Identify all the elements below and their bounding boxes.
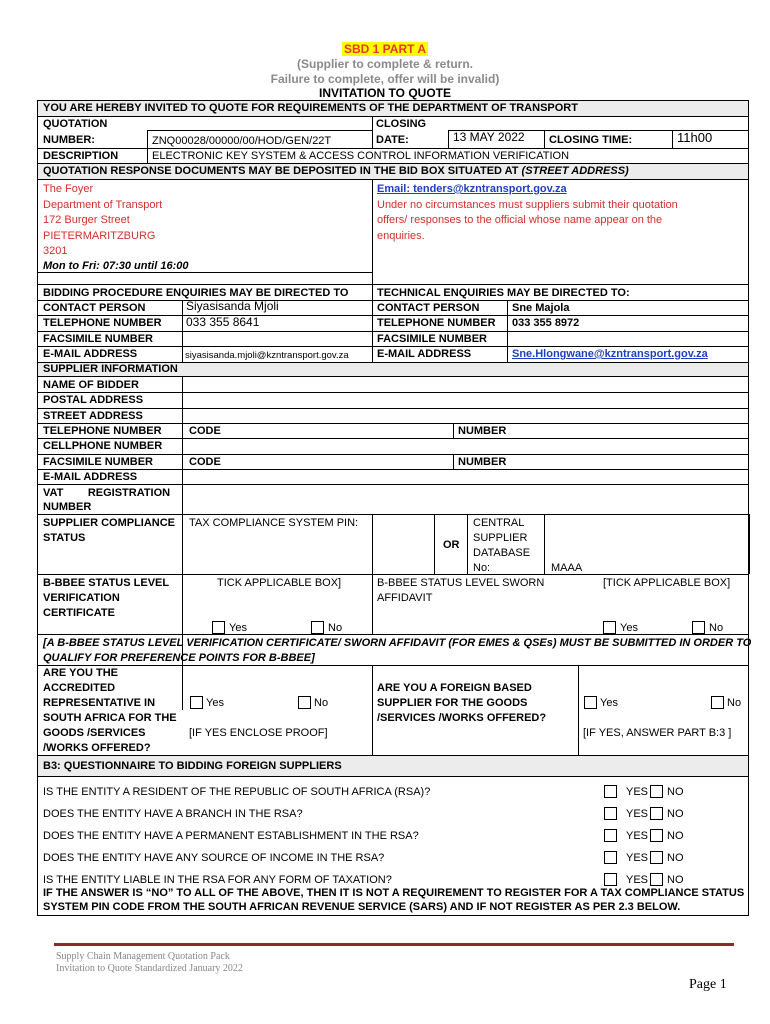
csd-line-1: CENTRAL: [473, 517, 525, 529]
bbbee-affidavit-no-label: No: [709, 622, 724, 634]
bbbee-cert-label-1: B-BBEE STATUS LEVEL: [43, 577, 170, 589]
bbbee-cert-yes-checkbox[interactable]: [212, 621, 225, 634]
supplier-banner-text: SUPPLIER INFORMATION: [43, 363, 178, 375]
quotation-number-label: NUMBER:: [43, 134, 95, 146]
description-value: ELECTRONIC KEY SYSTEM & ACCESS CONTROL INFORMATION VERIFICATION: [152, 150, 570, 162]
csd-line-2: SUPPLIER: [473, 532, 528, 544]
csd-line-4: No:: [473, 562, 491, 574]
foreign-answer-hint: [IF YES, ANSWER PART B:3 ]: [583, 727, 732, 739]
address-line-5: 3201: [43, 245, 68, 257]
header-line-2: Failure to complete, offer will be invalid): [270, 72, 500, 86]
tech-contact-label: CONTACT PERSON: [377, 302, 480, 314]
foreign-label-1: ARE YOU A FOREIGN BASED: [377, 682, 532, 694]
tech-fax-label: FACSIMILE NUMBER: [377, 333, 487, 345]
b3-question-2: DOES THE ENTITY HAVE A BRANCH IN THE RSA?: [43, 808, 303, 820]
bbbee-note-2: QUALIFY FOR PREFERENCE POINTS FOR B-BBEE]: [43, 652, 315, 664]
tel-number-label: NUMBER: [458, 425, 507, 437]
b3-q2-no-label: NO: [667, 808, 684, 820]
accredited-no-checkbox[interactable]: [298, 696, 311, 709]
accredited-label-3: REPRESENTATIVE IN: [43, 697, 156, 709]
b3-q1-yes-checkbox[interactable]: [604, 785, 617, 798]
tax-pin-label: TAX COMPLIANCE SYSTEM PIN:: [189, 517, 359, 529]
footer-line-1: Supply Chain Management Quotation Pack: [56, 951, 230, 962]
technical-enquiries-title: TECHNICAL ENQUIRIES MAY BE DIRECTED TO:: [377, 287, 630, 299]
tech-contact: Sne Majola: [512, 302, 570, 314]
footer-line-2: Invitation to Quote Standardized January 2022: [56, 963, 243, 974]
deposit-note-2: offers/ responses to the official whose name appear on the: [377, 214, 663, 226]
accredited-yes-label: Yes: [206, 697, 224, 709]
procedure-enquiries-title: BIDDING PROCEDURE ENQUIRIES MAY BE DIRECTED TO: [43, 287, 349, 299]
proc-contact: Siyasisanda Mjoli: [186, 299, 279, 313]
address-line-2: Department of Transport: [43, 199, 163, 211]
closing-time: 11h00: [677, 130, 713, 145]
tel-code-label: CODE: [189, 425, 221, 437]
b3-q4-no-checkbox[interactable]: [650, 851, 663, 864]
tick-box-hint-1: TICK APPLICABLE BOX]: [217, 577, 342, 589]
b3-q3-no-label: NO: [667, 830, 684, 842]
or-label: OR: [443, 539, 460, 551]
accredited-yes-checkbox[interactable]: [190, 696, 203, 709]
b3-q2-no-checkbox[interactable]: [650, 807, 663, 820]
b3-q3-yes-checkbox[interactable]: [604, 829, 617, 842]
b3-question-1: IS THE ENTITY A RESIDENT OF THE REPUBLIC OF SOUTH AFRICA (RSA)?: [43, 786, 431, 798]
accredited-label-6: /WORKS OFFERED?: [43, 742, 151, 754]
address-line-4: PIETERMARITZBURG: [43, 230, 156, 242]
b3-q2-yes-checkbox[interactable]: [604, 807, 617, 820]
deposit-banner-text: QUOTATION RESPONSE DOCUMENTS MAY BE DEPOSITED IN THE BID BOX SITUATED AT (STREET ADDRESS): [43, 165, 629, 177]
tech-tel: 033 355 8972: [512, 317, 580, 329]
b3-q5-yes-checkbox[interactable]: [604, 873, 617, 886]
supplier-email-label: E-MAIL ADDRESS: [43, 471, 138, 483]
form-code: SBD 1 PART A: [343, 42, 426, 56]
street-address-label: STREET ADDRESS: [43, 410, 143, 422]
cellphone-label: CELLPHONE NUMBER: [43, 440, 163, 452]
closing-label: CLOSING: [376, 118, 427, 130]
b3-q3-yes-label: YES: [626, 830, 649, 842]
compliance-label-2: STATUS: [43, 532, 86, 544]
tech-email[interactable]: Sne.Hlongwane@kzntransport.gov.za: [512, 348, 708, 360]
quotation-number: ZNQ00028/00000/00/HOD/GEN/22T: [152, 135, 332, 147]
page-number: Page 1: [689, 977, 727, 992]
bbbee-cert-label-2: VERIFICATION: [43, 592, 120, 604]
b3-q2-yes-label: YES: [626, 808, 649, 820]
closing-time-label: CLOSING TIME:: [549, 134, 633, 146]
b3-q4-yes-checkbox[interactable]: [604, 851, 617, 864]
b3-q5-no-label: NO: [667, 874, 684, 886]
header-line-1: (Supplier to complete & return.: [296, 57, 473, 71]
bbbee-affidavit-label-1: B-BBEE STATUS LEVEL SWORN: [377, 577, 545, 589]
foreign-yes-checkbox[interactable]: [584, 696, 597, 709]
b3-q1-no-label: NO: [667, 786, 684, 798]
bbbee-affidavit-yes-label: Yes: [620, 622, 638, 634]
csd-prefix: MAAA: [551, 562, 583, 574]
b3-question-4: DOES THE ENTITY HAVE ANY SOURCE OF INCOME IN THE RSA?: [43, 852, 385, 864]
tech-email-label: E-MAIL ADDRESS: [377, 348, 472, 360]
closing-date-label: DATE:: [376, 134, 409, 146]
deposit-email-link[interactable]: tenders@kzntransport.gov.za: [413, 183, 567, 195]
foreign-no-checkbox[interactable]: [711, 696, 724, 709]
accredited-label-4: SOUTH AFRICA FOR THE: [43, 712, 177, 724]
b3-q1-yes-label: YES: [626, 786, 649, 798]
invite-banner-text: YOU ARE HEREBY INVITED TO QUOTE FOR REQUIREMENTS OF THE DEPARTMENT OF TRANSPORT: [43, 102, 578, 114]
vat-label-2: NUMBER: [43, 501, 92, 513]
quotation-label: QUOTATION: [43, 118, 108, 130]
closing-date: 13 MAY 2022: [453, 130, 525, 144]
csd-line-3: DATABASE: [473, 547, 531, 559]
bbbee-note-1: [A B-BBEE STATUS LEVEL VERIFICATION CERTIFICATE/ SWORN AFFIDAVIT (FOR EMES & QSEs) MUST BE SUBMITTED IN ORDER TO: [43, 637, 752, 649]
address-line-3: 172 Burger Street: [43, 214, 130, 226]
deposit-note-3: enquiries.: [377, 230, 425, 242]
b3-q5-yes-label: YES: [626, 874, 649, 886]
description-label: DESCRIPTION: [43, 150, 119, 162]
postal-address-label: POSTAL ADDRESS: [43, 394, 144, 406]
b3-q4-no-label: NO: [667, 852, 684, 864]
footer-rule: [54, 943, 734, 946]
tech-tel-label: TELEPHONE NUMBER: [377, 317, 496, 329]
vat-label-1: VAT REGISTRATION: [43, 487, 171, 499]
bbbee-affidavit-label-2: AFFIDAVIT: [377, 592, 433, 604]
bbbee-cert-yes-label: Yes: [229, 622, 247, 634]
bidder-name-label: NAME OF BIDDER: [43, 379, 139, 391]
b3-q3-no-checkbox[interactable]: [650, 829, 663, 842]
b3-question-5: IS THE ENTITY LIABLE IN THE RSA FOR ANY FORM OF TAXATION?: [43, 874, 392, 886]
accredited-no-label: No: [314, 697, 329, 709]
accredited-label-1: ARE YOU THE: [43, 667, 118, 679]
b3-final-note-2: SYSTEM PIN CODE FROM THE SOUTH AFRICAN REVENUE SERVICE (SARS) AND IF NOT REGISTER AS PER 2.3 BELOW.: [43, 901, 681, 913]
foreign-label-3: /SERVICES /WORKS OFFERED?: [377, 712, 547, 724]
deposit-note-1: Under no circumstances must suppliers submit their quotation: [377, 199, 678, 211]
fax-code-label: CODE: [189, 456, 221, 468]
foreign-yes-label: Yes: [600, 697, 618, 709]
fax-number-label: NUMBER: [458, 456, 507, 468]
b3-question-3: DOES THE ENTITY HAVE A PERMANENT ESTABLISHMENT IN THE RSA?: [43, 830, 419, 842]
office-hours: Mon to Fri: 07:30 until 16:00: [43, 260, 189, 272]
proc-email-label: E-MAIL ADDRESS: [43, 348, 138, 360]
proc-fax-label: FACSIMILE NUMBER: [43, 333, 153, 345]
bbbee-cert-no-checkbox[interactable]: [311, 621, 324, 634]
bbbee-cert-label-3: CERTIFICATE: [43, 607, 115, 619]
bbbee-affidavit-no-checkbox[interactable]: [692, 621, 705, 634]
b3-q1-no-checkbox[interactable]: [650, 785, 663, 798]
b3-q4-yes-label: YES: [626, 852, 649, 864]
proc-tel: 033 355 8641: [186, 315, 260, 329]
compliance-label-1: SUPPLIER COMPLIANCE: [43, 517, 176, 529]
accredited-label-2: ACCREDITED: [43, 682, 116, 694]
proc-contact-label: CONTACT PERSON: [43, 302, 146, 314]
deposit-email: Email: tenders@kzntransport.gov.za: [377, 183, 567, 195]
supplier-fax-label: FACSIMILE NUMBER: [43, 456, 153, 468]
b3-final-note-1: IF THE ANSWER IS “NO” TO ALL OF THE ABOVE, THEN IT IS NOT A REQUIREMENT TO REGISTER FOR A TAX COMPLIANCE STATUS: [43, 887, 745, 899]
page-title: INVITATION TO QUOTE: [319, 86, 451, 100]
foreign-label-2: SUPPLIER FOR THE GOODS: [377, 697, 528, 709]
tick-box-hint-2: [TICK APPLICABLE BOX]: [603, 577, 731, 589]
address-line-1: The Foyer: [43, 183, 94, 195]
bbbee-affidavit-yes-checkbox[interactable]: [603, 621, 616, 634]
supplier-tel-label: TELEPHONE NUMBER: [43, 425, 162, 437]
accredited-label-5: GOODS /SERVICES: [43, 727, 146, 739]
b3-title: B3: QUESTIONNAIRE TO BIDDING FOREIGN SUPPLIERS: [43, 760, 342, 772]
b3-q5-no-checkbox[interactable]: [650, 873, 663, 886]
accredited-proof-hint: [IF YES ENCLOSE PROOF]: [189, 727, 328, 739]
bbbee-cert-no-label: No: [328, 622, 343, 634]
foreign-no-label: No: [727, 697, 742, 709]
proc-tel-label: TELEPHONE NUMBER: [43, 317, 162, 329]
proc-email[interactable]: siyasisanda.mjoli@kzntransport.gov.za: [185, 350, 349, 361]
